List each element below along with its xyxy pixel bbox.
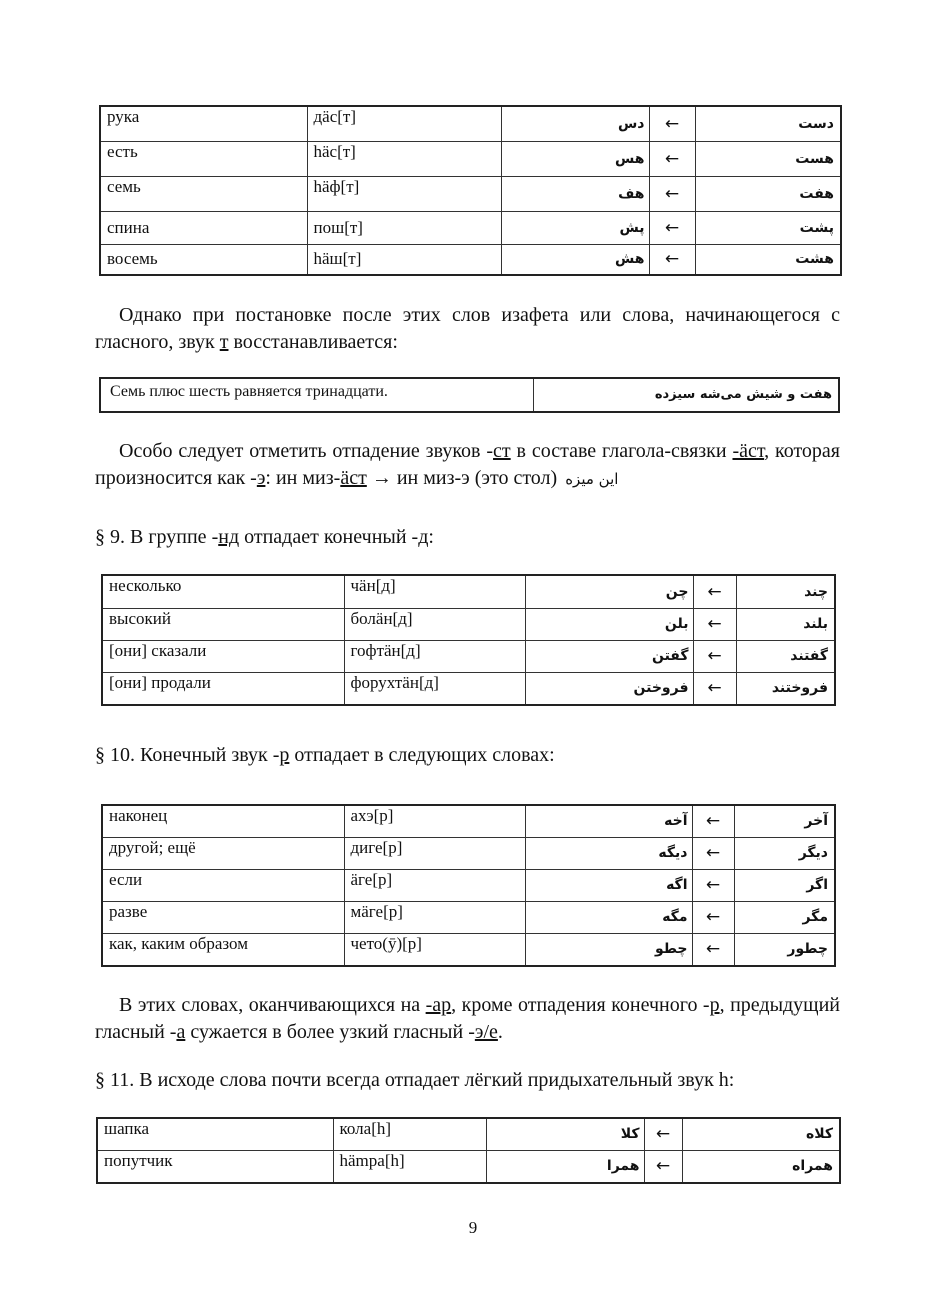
arrow-icon: ← bbox=[692, 805, 734, 837]
russian-word: несколько bbox=[102, 575, 344, 608]
persian-colloquial: آخه bbox=[525, 805, 692, 837]
table-row bbox=[102, 575, 835, 608]
persian-sentence: هفت و شیش می‌شه سیزده bbox=[533, 378, 839, 412]
persian-literary: دیگر bbox=[734, 837, 835, 869]
transcription: дäс[т] bbox=[307, 106, 501, 141]
russian-word: [они] продали bbox=[102, 672, 344, 705]
table-row bbox=[97, 1118, 840, 1150]
persian-colloquial: چن bbox=[525, 575, 693, 608]
paragraph-ar-words: В этих словах, оканчивающихся на -ар, кроме отпадения конечного -р, предыдущий гласный -а сужается в более узкий гласный -э/е. bbox=[95, 994, 840, 1043]
persian-literary: پشت bbox=[695, 211, 841, 244]
russian-word: если bbox=[102, 869, 344, 901]
table-row bbox=[100, 106, 841, 141]
transcription: чето(ӯ)[р] bbox=[344, 933, 525, 966]
table-row bbox=[100, 211, 841, 244]
arrow-icon: ← bbox=[693, 608, 736, 640]
persian-literary: آخر bbox=[734, 805, 835, 837]
section-heading-9: § 9. В группе -нд отпадает конечный -д: bbox=[95, 526, 434, 548]
russian-word: есть bbox=[100, 141, 307, 176]
persian-literary: کلاه bbox=[682, 1118, 840, 1150]
russian-word: семь bbox=[100, 176, 307, 211]
persian-colloquial: هش bbox=[501, 244, 649, 275]
table-row bbox=[100, 141, 841, 176]
table-row bbox=[97, 1150, 840, 1183]
transcription: форухтäн[д] bbox=[344, 672, 525, 705]
persian-literary: هست bbox=[695, 141, 841, 176]
russian-word: наконец bbox=[102, 805, 344, 837]
arrow-icon: ← bbox=[693, 672, 736, 705]
russian-word: рука bbox=[100, 106, 307, 141]
persian-literary: هفت bbox=[695, 176, 841, 211]
persian-colloquial: پش bbox=[501, 211, 649, 244]
arrow-icon: ← bbox=[649, 141, 695, 176]
section-heading-11: § 11. В исходе слова почти всегда отпадает лёгкий придыхательный звук h: bbox=[95, 1069, 735, 1091]
persian-colloquial: گفتن bbox=[525, 640, 693, 672]
russian-word: [они] сказали bbox=[102, 640, 344, 672]
persian-colloquial: فروختن bbox=[525, 672, 693, 705]
russian-sentence: Семь плюс шесть равняется тринадцати. bbox=[100, 378, 533, 412]
table-row bbox=[100, 176, 841, 211]
table-row bbox=[102, 901, 835, 933]
arrow-icon: ← bbox=[644, 1150, 682, 1183]
table-row bbox=[102, 837, 835, 869]
transcription: болäн[д] bbox=[344, 608, 525, 640]
persian-colloquial: چطو bbox=[525, 933, 692, 966]
table-row bbox=[102, 608, 835, 640]
table-h-dropping bbox=[96, 1117, 841, 1184]
page-number: 9 bbox=[468, 1218, 478, 1237]
transcription: чäн[д] bbox=[344, 575, 525, 608]
transcription: hämpa[h] bbox=[333, 1150, 486, 1183]
arrow-icon: ← bbox=[649, 211, 695, 244]
transcription: häф[т] bbox=[307, 176, 501, 211]
table-row bbox=[102, 640, 835, 672]
persian-colloquial: همرا bbox=[486, 1150, 644, 1183]
russian-word: спина bbox=[100, 211, 307, 244]
arrow-icon: ← bbox=[649, 176, 695, 211]
transcription: ахэ[р] bbox=[344, 805, 525, 837]
persian-example: این میزه bbox=[565, 470, 619, 488]
table-row bbox=[102, 672, 835, 705]
table-row bbox=[102, 933, 835, 966]
transcription: häс[т] bbox=[307, 141, 501, 176]
russian-word: другой; ещё bbox=[102, 837, 344, 869]
persian-literary: دست bbox=[695, 106, 841, 141]
persian-colloquial: هس bbox=[501, 141, 649, 176]
russian-word: как, каким образом bbox=[102, 933, 344, 966]
persian-literary: بلند bbox=[736, 608, 835, 640]
russian-word: разве bbox=[102, 901, 344, 933]
persian-colloquial: مگه bbox=[525, 901, 692, 933]
persian-literary: هشت bbox=[695, 244, 841, 275]
arrow-icon: ← bbox=[693, 575, 736, 608]
arrow-icon: ← bbox=[644, 1118, 682, 1150]
persian-colloquial: هف bbox=[501, 176, 649, 211]
russian-word: восемь bbox=[100, 244, 307, 275]
transcription: пош[т] bbox=[307, 211, 501, 244]
transcription: диге[р] bbox=[344, 837, 525, 869]
russian-word: шапка bbox=[97, 1118, 333, 1150]
transcription: äге[р] bbox=[344, 869, 525, 901]
transcription: мäге[р] bbox=[344, 901, 525, 933]
paragraph-copula: Особо следует отметить отпадение звуков -ст в составе глагола-связки -äст, которая произносится как -э: ин миз-äст → ин миз-э (это стол) این میزه bbox=[95, 440, 841, 489]
arrow-icon: ← bbox=[692, 869, 734, 901]
persian-colloquial: دیگه bbox=[525, 837, 692, 869]
persian-literary: مگر bbox=[734, 901, 835, 933]
section-heading-10: § 10. Конечный звук -р отпадает в следующих словах: bbox=[95, 744, 555, 766]
russian-word: высокий bbox=[102, 608, 344, 640]
table-t-dropping bbox=[99, 105, 842, 276]
persian-literary: چطور bbox=[734, 933, 835, 966]
persian-colloquial: اگه bbox=[525, 869, 692, 901]
persian-literary: گفتند bbox=[736, 640, 835, 672]
persian-literary: اگر bbox=[734, 869, 835, 901]
transcription: кола[h] bbox=[333, 1118, 486, 1150]
persian-colloquial: دس bbox=[501, 106, 649, 141]
arrow-icon: ← bbox=[692, 933, 734, 966]
russian-word: попутчик bbox=[97, 1150, 333, 1183]
table-nd-dropping bbox=[101, 574, 836, 706]
persian-colloquial: بلن bbox=[525, 608, 693, 640]
transcription: häш[т] bbox=[307, 244, 501, 275]
arrow-icon: ← bbox=[692, 901, 734, 933]
table-r-dropping bbox=[101, 804, 836, 967]
paragraph-t-restored: Однако при постановке после этих слов изафета или слова, начинающегося с гласного, звук т восстанавливается: bbox=[95, 304, 840, 353]
persian-literary: فروختند bbox=[736, 672, 835, 705]
table-row bbox=[102, 805, 835, 837]
table-row bbox=[100, 378, 839, 412]
arrow-icon: ← bbox=[692, 837, 734, 869]
example-table bbox=[99, 377, 840, 413]
transcription: гофтäн[д] bbox=[344, 640, 525, 672]
persian-literary: همراه bbox=[682, 1150, 840, 1183]
arrow-icon: ← bbox=[693, 640, 736, 672]
arrow-icon: ← bbox=[649, 106, 695, 141]
persian-literary: چند bbox=[736, 575, 835, 608]
table-row bbox=[102, 869, 835, 901]
table-row bbox=[100, 244, 841, 275]
persian-colloquial: کلا bbox=[486, 1118, 644, 1150]
arrow-icon: ← bbox=[649, 244, 695, 275]
